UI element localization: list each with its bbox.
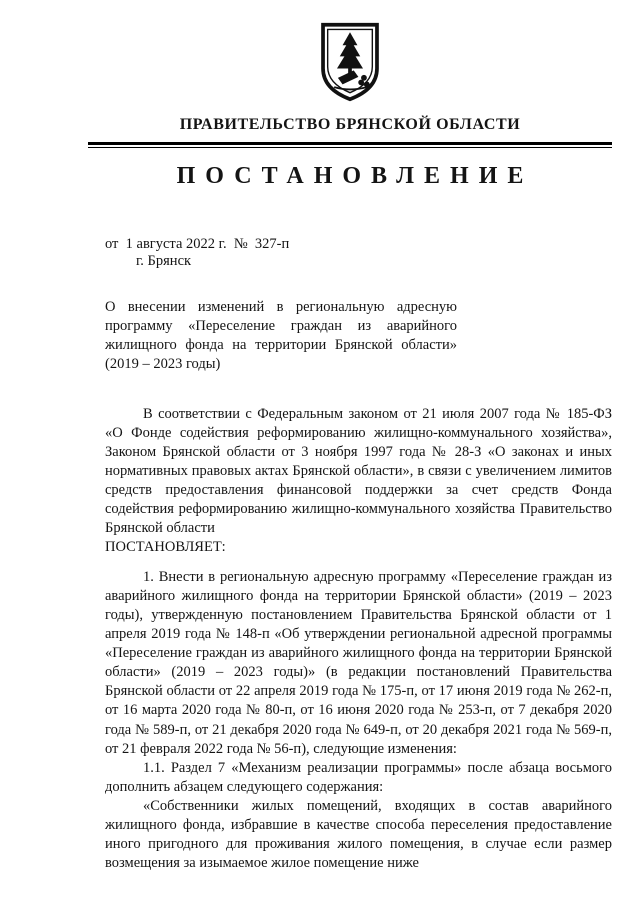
header-double-rule — [88, 142, 612, 148]
resolution-word: ПОСТАНОВЛЯЕТ: — [105, 539, 226, 556]
body-paragraph-quoted-insert: «Собственники жилых помещений, входящих в состав аварийного жилищного фонда, избравшие в качестве способа переселения предоставление иного пригодного для проживания жилого помещения, в случае если размер возмещения за изымаемое жилое помещение ниже — [105, 798, 612, 872]
date-number-line: от 1 августа 2022 г. № 327-п — [105, 236, 290, 252]
org-name: ПРАВИТЕЛЬСТВО БРЯНСКОЙ ОБЛАСТИ — [179, 116, 521, 133]
subject-paragraph: О внесении изменений в региональную адресную программу «Переселение граждан из аварийного жилищного фонда на территории Брянской области» (2019 – 2023 годы) — [105, 299, 457, 373]
rule-thin-line — [88, 147, 612, 148]
document-content — [88, 22, 612, 874]
bryansk-oblast-coat-of-arms-icon — [317, 22, 383, 102]
rule-thick-line — [88, 142, 612, 145]
body-paragraph-item-1: 1. Внести в региональную адресную программу «Переселение граждан из аварийного жилищного фонда на территории Брянской области» (2019 – 2023 годы), утвержденную постановлением Правительства Брянской области от 1 апреля 2019 года № 148-п «Об утверждении региональной адресной программы «Переселение граждан из аварийного жилищного фонда на территории Брянской области» (2019 – 2023 годы)» (в редакции постановлений Правительства Брянской области от 22 апреля 2019 года № 175-п, от 17 июня 2019 года № 262-п, от 16 марта 2020 года № 80-п, от 16 июня 2020 года № 253-п, от 7 декабря 2020 года № 589-п, от 21 декабря 2020 года № 649-п, от 20 декабря 2021 года № 569-п, от 21 февраля 2022 года № 56-п), следующие изменения: — [105, 568, 612, 757]
city-line: г. Брянск — [136, 253, 192, 269]
body-paragraph-item-1-1: 1.1. Раздел 7 «Механизм реализации программы» после абзаца восьмого дополнить абзацем следующего содержания: — [105, 759, 612, 795]
document-title: ПОСТАНОВЛЕНИЕ — [176, 163, 534, 189]
document-body — [105, 405, 612, 874]
body-paragraph-preamble: В соответствии с Федеральным законом от 21 июля 2007 года № 185-ФЗ «О Фонде содействия реформированию жилищно-коммунального хозяйства», Законом Брянской области от 3 ноября 1997 года № 28-З «О законах и иных нормативных правовых актах Брянской области», в связи с увеличением лимитов средств предоставления финансовой поддержки за счет средств Фонда содействия реформированию жилищно-коммунального хозяйства Правительство Брянской области — [105, 405, 612, 537]
